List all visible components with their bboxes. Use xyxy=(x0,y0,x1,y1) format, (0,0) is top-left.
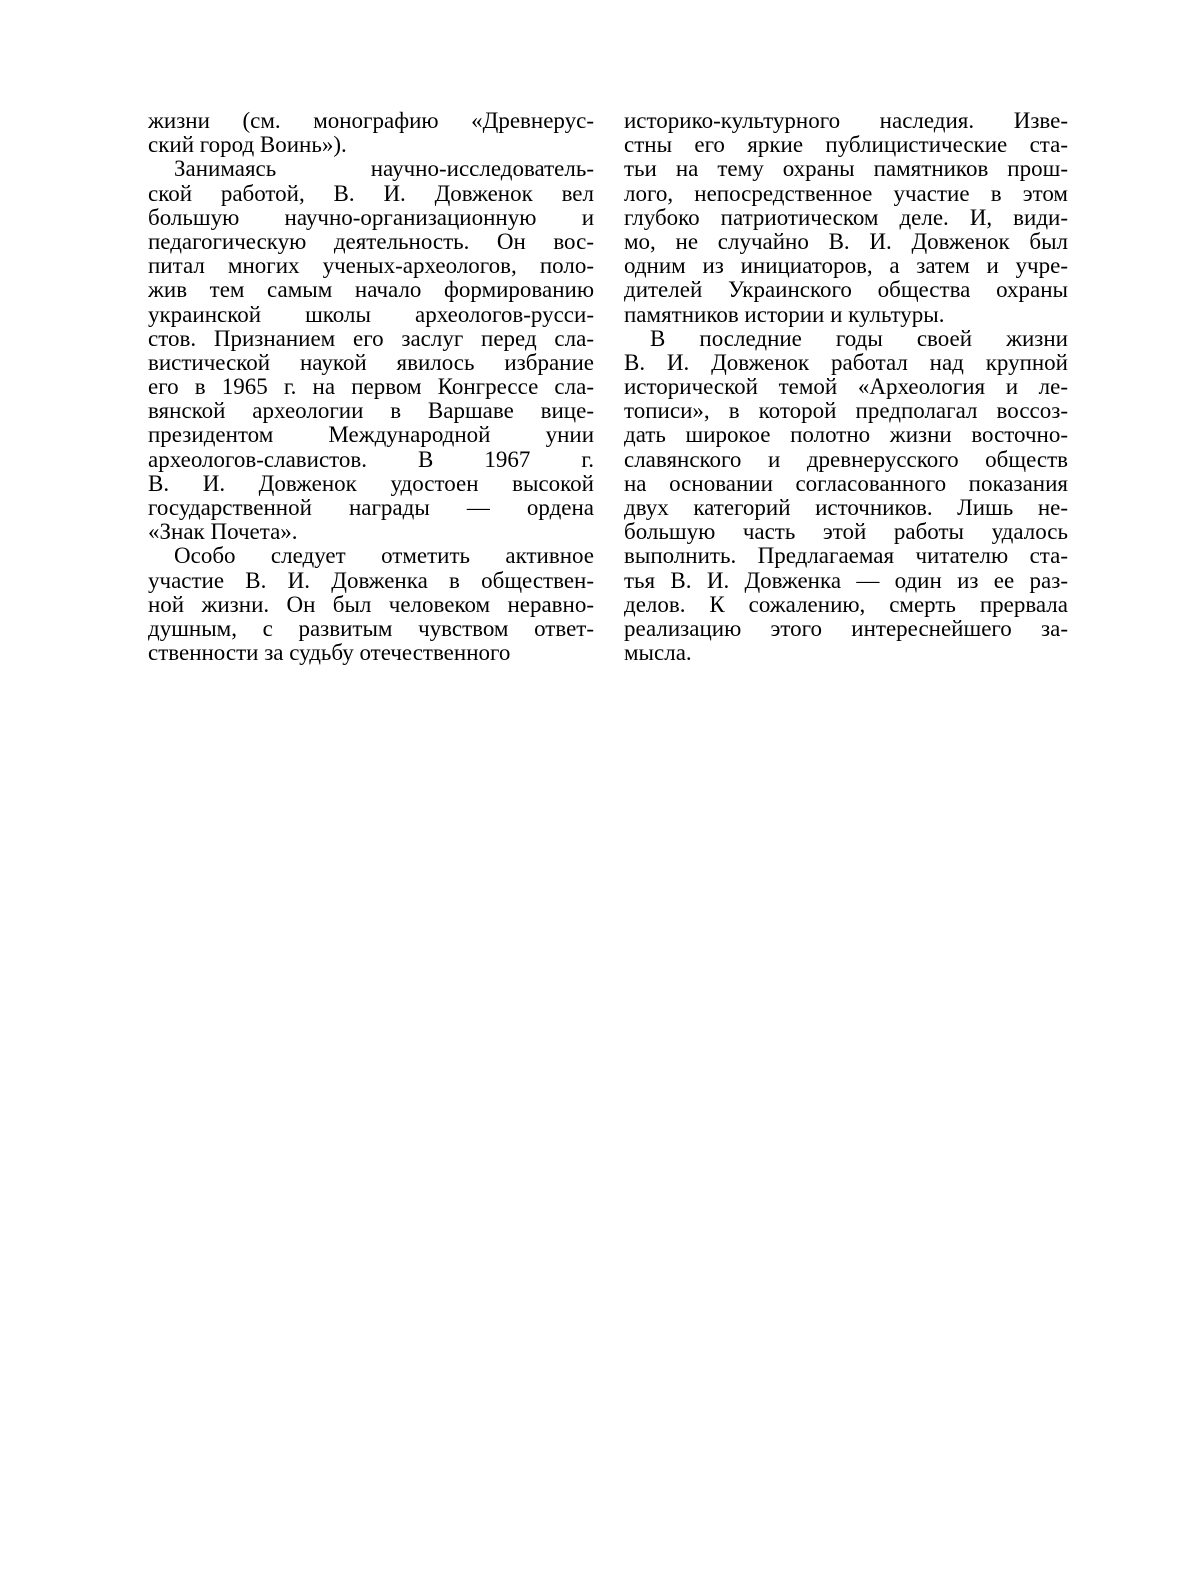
text-line: тописи», в которой предполагал воссоз- xyxy=(624,399,1068,424)
text-line: участие В. И. Довженка в обществен- xyxy=(148,568,594,593)
paragraph-start-line: Занимаясь научно-исследователь- xyxy=(174,157,594,182)
text-line: памятников истории и культуры. xyxy=(624,302,945,327)
text-line: мо, не случайно В. И. Довженок был xyxy=(624,229,1068,254)
text-line: президентом Международной унии xyxy=(148,423,594,448)
text-line: жив тем самым начало формированию xyxy=(148,278,594,303)
text-line: питал многих ученых-археологов, поло- xyxy=(148,254,594,279)
text-line: вистической наукой явилось избрание xyxy=(148,350,594,375)
text-line: государственной награды — ордена xyxy=(148,496,594,520)
text-line: стов. Признанием его заслуг перед сла- xyxy=(148,326,594,351)
text-line: двух категорий источников. Лишь не- xyxy=(624,496,1068,520)
text-line: душным, с развитым чувством ответ- xyxy=(148,616,594,641)
text-line: исторической темой «Археология и ле- xyxy=(624,375,1068,400)
text-line: В. И. Довженок работал над крупной xyxy=(624,350,1068,375)
text-line: дителей Украинского общества охраны xyxy=(624,278,1068,303)
text-line: ственности за судьбу отечественного xyxy=(148,641,511,666)
paragraph-start-line: В последние годы своей жизни xyxy=(650,326,1068,351)
text-line: славянского и древнерусского обществ xyxy=(624,447,1068,472)
text-line: В. И. Довженок удостоен высокой xyxy=(148,471,594,496)
text-line: историко-культурного наследия. Изве- xyxy=(624,109,1068,133)
text-line: его в 1965 г. на первом Конгрессе сла- xyxy=(148,375,594,400)
text-line: украинской школы археологов-русси- xyxy=(148,302,594,327)
text-line: стны его яркие публицистические ста- xyxy=(624,133,1068,158)
text-line: мысла. xyxy=(624,641,692,666)
text-line: ский город Воинь»). xyxy=(148,133,347,158)
text-line: выполнить. Предлагаемая читателю ста- xyxy=(624,544,1068,569)
right-text-column xyxy=(624,109,1068,665)
paragraph-start-line: Особо следует отметить активное xyxy=(174,544,594,569)
text-line: археологов-славистов. В 1967 г. xyxy=(148,447,594,472)
left-text-column xyxy=(148,109,594,665)
text-line: дать широкое полотно жизни восточно- xyxy=(624,423,1068,448)
text-line: ной жизни. Он был человеком неравно- xyxy=(148,592,594,617)
text-line: ской работой, В. И. Довженок вел xyxy=(148,181,594,206)
text-line: реализацию этого интереснейшего за- xyxy=(624,616,1068,641)
text-line: на основании согласованного показания xyxy=(624,471,1068,496)
text-line: «Знак Почета». xyxy=(148,520,298,545)
text-line: жизни (см. монографию «Древнерус- xyxy=(148,109,594,133)
text-line: вянской археологии в Варшаве вице- xyxy=(148,399,594,424)
text-line: тья В. И. Довженка — один из ее раз- xyxy=(624,568,1068,593)
text-line: глубоко патриотическом деле. И, види- xyxy=(624,205,1068,230)
text-line: большую часть этой работы удалось xyxy=(624,520,1068,545)
text-line: делов. К сожалению, смерть прервала xyxy=(624,592,1068,617)
text-line: педагогическую деятельность. Он вос- xyxy=(148,229,594,254)
text-line: большую научно-организационную и xyxy=(148,205,594,230)
text-line: тьи на тему охраны памятников прош- xyxy=(624,157,1068,182)
text-line: лого, непосредственное участие в этом xyxy=(624,181,1068,206)
text-line: одним из инициаторов, а затем и учре- xyxy=(624,254,1068,279)
